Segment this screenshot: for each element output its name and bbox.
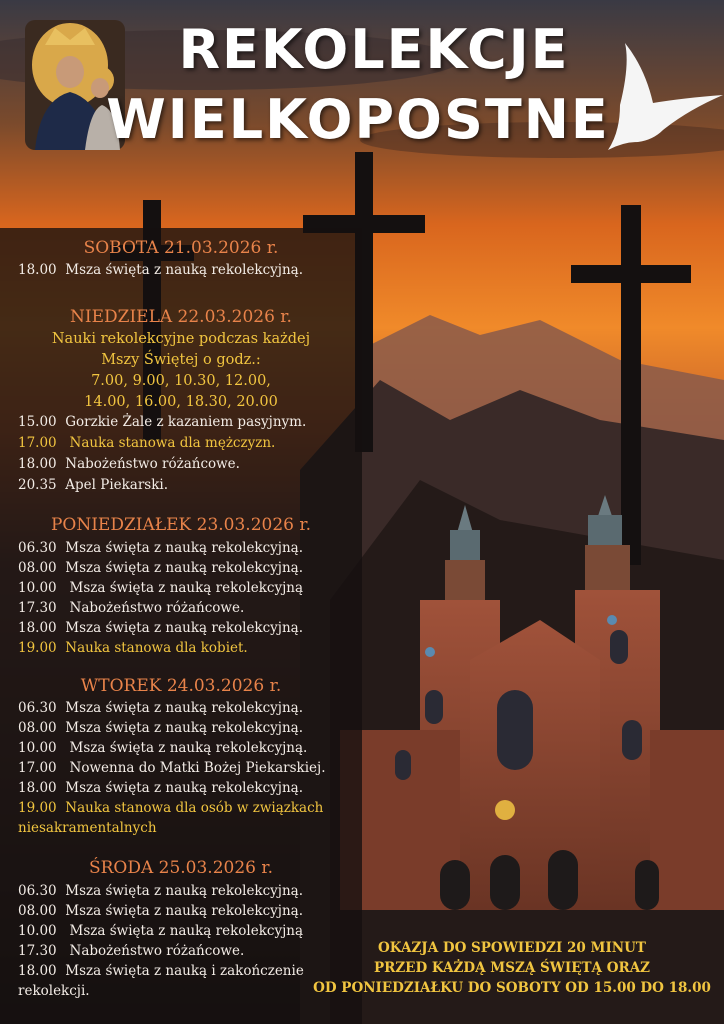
schedule-entry: 08.00 Msza święta z nauką rekolekcyjną.	[18, 560, 304, 576]
schedule-entry: 08.00 Msza święta z nauką rekolekcyjną.	[18, 903, 304, 919]
day-heading-tuesday: WTOREK 24.03.2026 r.	[80, 676, 282, 696]
schedule-entry: 17.30 Nabożeństwo różańcowe.	[18, 943, 245, 959]
schedule-entry: 10.00 Msza święta z nauką rekolekcyjną.	[18, 740, 308, 756]
schedule-entry: 20.35 Apel Piekarski.	[18, 477, 169, 493]
day-heading-saturday: SOBOTA 21.03.2026 r.	[83, 238, 279, 258]
schedule-entry-highlight: 19.00 Nauka stanowa dla osób w związkach	[18, 800, 324, 816]
day-heading-sunday: NIEDZIELA 22.03.2026 r.	[70, 307, 292, 327]
schedule-entry-highlight: 17.00 Nauka stanowa dla mężczyzn.	[18, 435, 276, 451]
schedule-entry-continuation: niesakramentalnych	[18, 820, 157, 836]
sunday-intro-line: Mszy Świętej o godz.:	[101, 352, 261, 368]
sunday-intro-line: 7.00, 9.00, 10.30, 12.00,	[91, 373, 271, 389]
schedule-entry: 10.00 Msza święta z nauką rekolekcyjną	[18, 580, 304, 596]
schedule-entry: 08.00 Msza święta z nauką rekolekcyjną.	[18, 720, 304, 736]
schedule-entry: 18.00 Msza święta z nauką rekolekcyjną.	[18, 262, 304, 278]
schedule-entry-highlight: 19.00 Nauka stanowa dla kobiet.	[18, 640, 248, 656]
title-line-1: REKOLEKCJE	[178, 18, 570, 81]
schedule-entry: 10.00 Msza święta z nauką rekolekcyjną	[18, 923, 304, 939]
confession-note-line: OD PONIEDZIAŁKU DO SOBOTY OD 15.00 DO 18.00	[313, 980, 711, 996]
schedule-entry-continuation: rekolekcji.	[18, 983, 90, 999]
schedule-entry: 15.00 Gorzkie Żale z kazaniem pasyjnym.	[18, 414, 307, 430]
confession-note-line: PRZED KAŻDĄ MSZĄ ŚWIĘTĄ ORAZ	[373, 960, 651, 976]
title-line-2: WIELKOPOSTNE	[106, 88, 610, 151]
schedule-entry: 06.30 Msza święta z nauką rekolekcyjną.	[18, 883, 304, 899]
day-heading-monday: PONIEDZIAŁEK 23.03.2026 r.	[50, 515, 312, 535]
schedule-entry: 06.30 Msza święta z nauką rekolekcyjną.	[18, 700, 304, 716]
schedule-entry: 17.00 Nowenna do Matki Bożej Piekarskiej.	[18, 760, 326, 776]
schedule-entry: 17.30 Nabożeństwo różańcowe.	[18, 600, 245, 616]
schedule-entry: 18.00 Msza święta z nauką rekolekcyjną.	[18, 780, 304, 796]
sunday-intro-line: Nauki rekolekcyjne podczas każdej	[51, 331, 311, 347]
schedule-entry: 18.00 Nabożeństwo różańcowe.	[18, 456, 240, 472]
schedule-entry: 18.00 Msza święta z nauką i zakończenie	[18, 963, 304, 979]
sunday-intro-line: 14.00, 16.00, 18.30, 20.00	[84, 394, 278, 410]
schedule-entry: 18.00 Msza święta z nauką rekolekcyjną.	[18, 620, 304, 636]
schedule-entry: 06.30 Msza święta z nauką rekolekcyjną.	[18, 540, 304, 556]
confession-note-line: OKAZJA DO SPOWIEDZI 20 MINUT	[378, 940, 646, 956]
day-heading-wednesday: ŚRODA 25.03.2026 r.	[88, 858, 274, 878]
